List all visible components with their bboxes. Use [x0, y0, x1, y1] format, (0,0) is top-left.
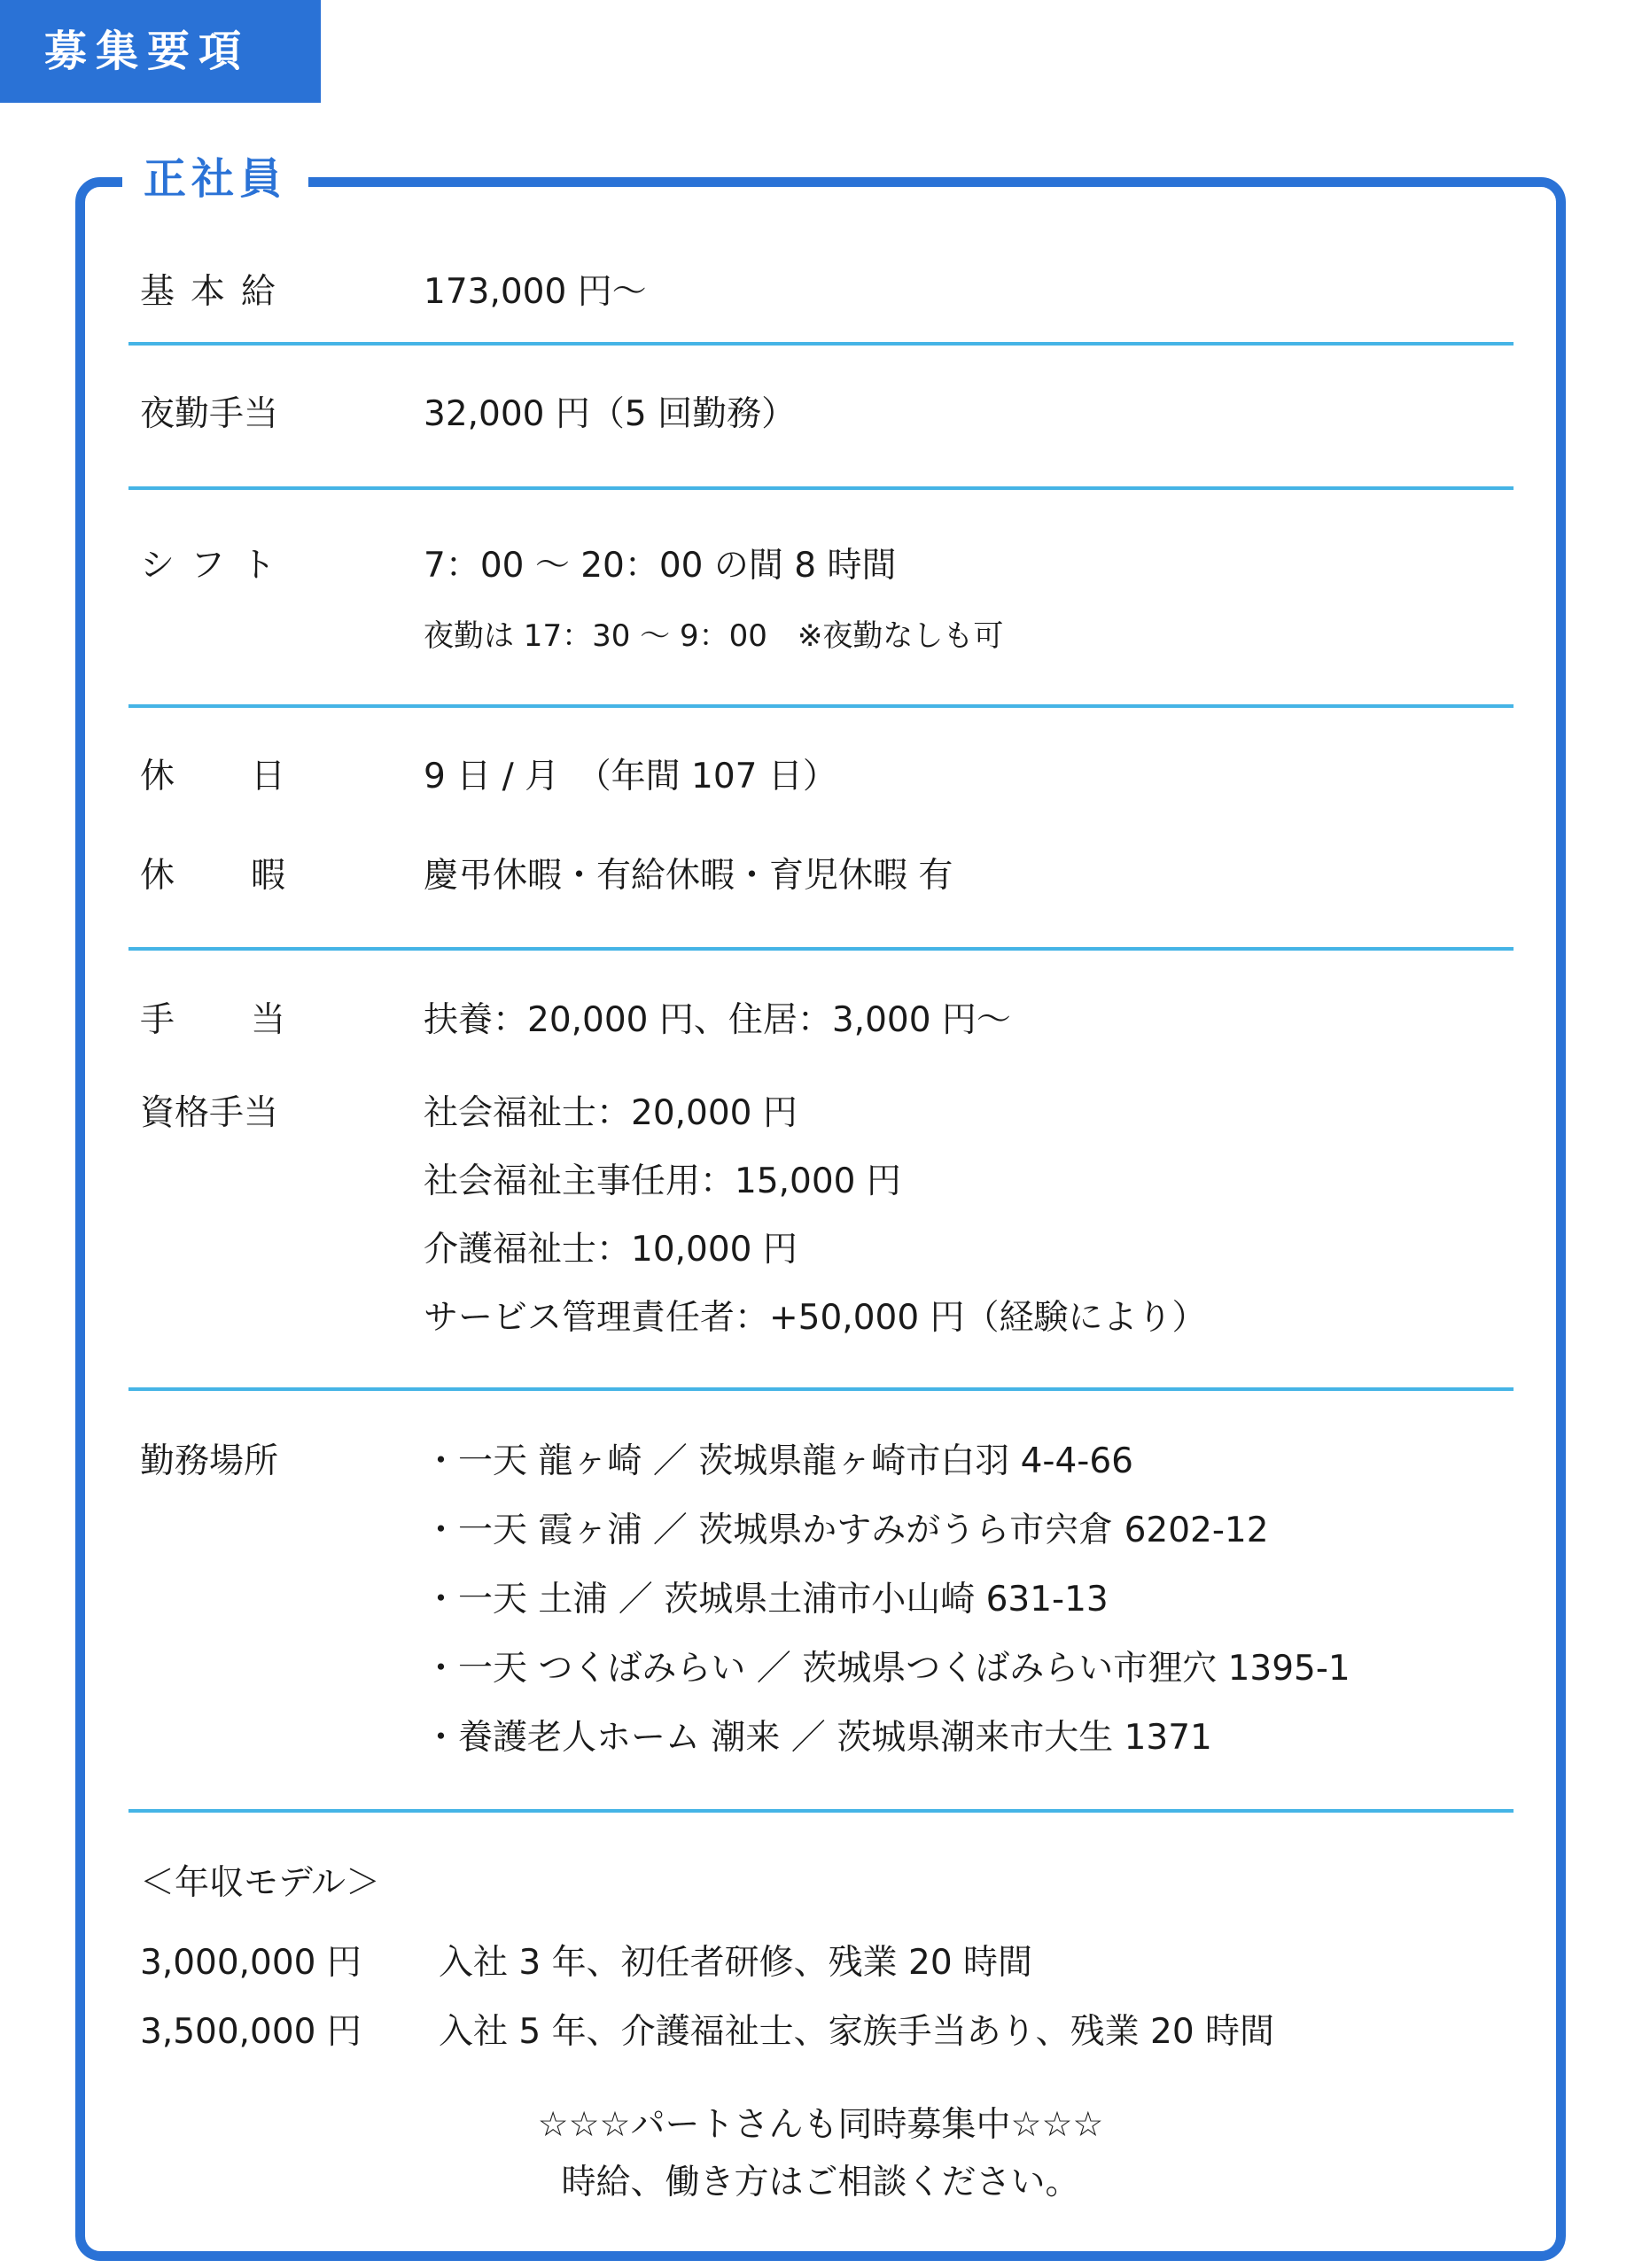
workplace-item: ・一天 つくばみらい ／ 茨城県つくばみらい市狸穴 1395-1 [424, 1649, 1350, 1689]
qualification-item: 介護福祉士：10,000 円 [424, 1230, 798, 1270]
income-model-detail: 入社 3 年、初任者研修、残業 20 時間 [439, 1943, 1033, 1983]
base-salary-label: 基本給 [140, 272, 292, 312]
consultation-note: 時給、働き方はご相談ください。 [561, 2163, 1080, 2202]
income-model-amount: 3,500,000 円 [140, 2012, 362, 2052]
holidays-value: 9 日 / 月 （年間 107 日） [424, 757, 837, 796]
workplace-item: ・養護老人ホーム 潮来 ／ 茨城県潮来市大生 1371 [424, 1718, 1212, 1758]
qualification-allowance-label: 資格手当 [140, 1093, 279, 1133]
qualification-item: 社会福祉主事任用：15,000 円 [424, 1161, 901, 1201]
income-model-amount: 3,000,000 円 [140, 1943, 362, 1983]
shift-value: 7：00 ～ 20：00 の間 8 時間 [424, 546, 897, 586]
night-allowance-value: 32,000 円（5 回勤務） [424, 394, 797, 434]
workplace-item: ・一天 土浦 ／ 茨城県土浦市小山崎 631-13 [424, 1580, 1109, 1619]
separator [128, 1387, 1514, 1391]
qualification-item: サービス管理責任者：+50,000 円（経験により） [424, 1298, 1207, 1338]
shift-label: シフト [140, 546, 292, 586]
leave-label: 休暇 [140, 856, 362, 896]
page-title: 募集要項 [0, 0, 321, 103]
separator [128, 704, 1514, 708]
workplace-item: ・一天 龍ヶ崎 ／ 茨城県龍ヶ崎市白羽 4-4-66 [424, 1441, 1133, 1481]
workplace-item: ・一天 霞ヶ浦 ／ 茨城県かすみがうら市宍倉 6202-12 [424, 1511, 1269, 1550]
night-allowance-label: 夜勤手当 [140, 394, 279, 434]
separator [128, 947, 1514, 951]
separator [128, 1809, 1514, 1813]
part-time-recruiting-notice: ☆☆☆パートさんも同時募集中☆☆☆ [537, 2105, 1104, 2145]
workplace-label: 勤務場所 [140, 1441, 279, 1481]
income-model-title: ＜年収モデル＞ [140, 1863, 381, 1903]
allowance-label: 手当 [140, 1000, 362, 1040]
shift-note: 夜勤は 17：30 ～ 9：00 ※夜勤なしも可 [424, 618, 1004, 654]
separator [128, 486, 1514, 490]
leave-value: 慶弔休暇・有給休暇・育児休暇 有 [424, 856, 953, 896]
allowance-value: 扶養：20,000 円、住居：3,000 円～ [424, 1000, 1011, 1040]
holidays-label: 休日 [140, 757, 362, 796]
base-salary-value: 173,000 円～ [424, 272, 647, 312]
qualification-item: 社会福祉士：20,000 円 [424, 1093, 798, 1133]
separator [128, 342, 1514, 346]
section-title: 正社員 [122, 149, 308, 209]
income-model-detail: 入社 5 年、介護福祉士、家族手当あり、残業 20 時間 [439, 2012, 1275, 2052]
